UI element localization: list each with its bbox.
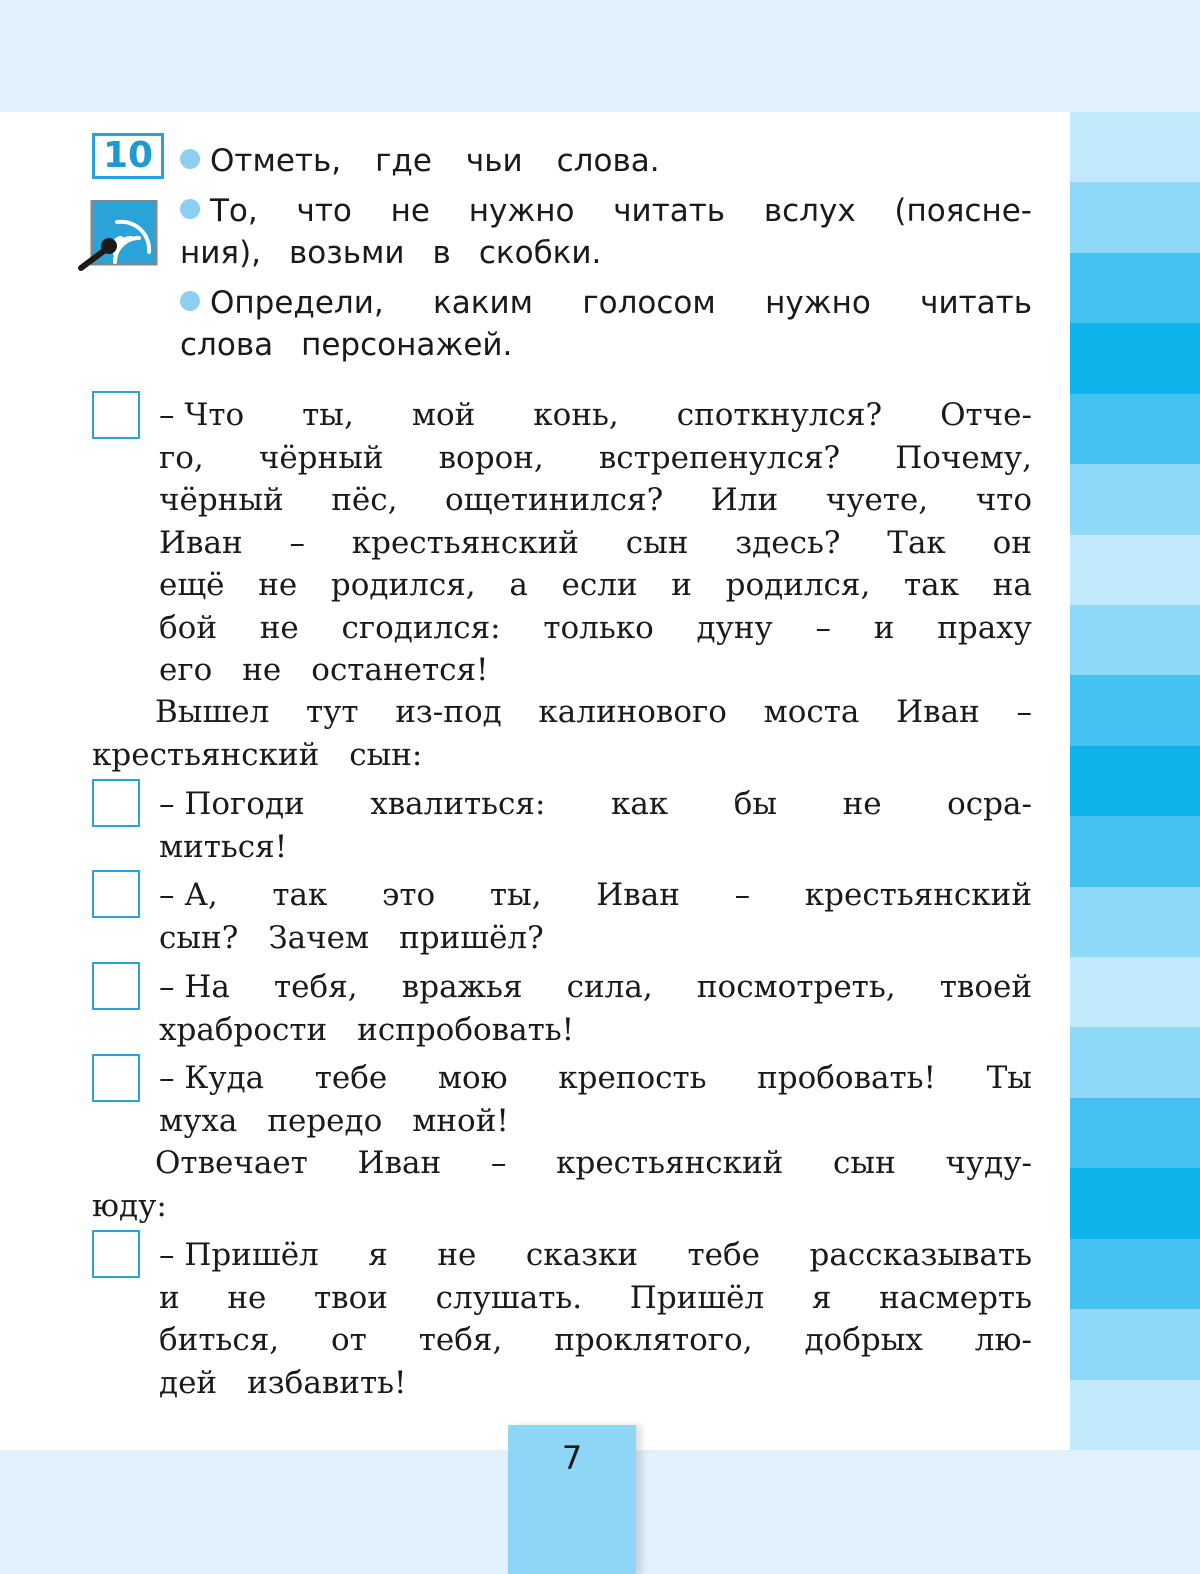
stripe-18 <box>1070 1309 1200 1379</box>
word: тут <box>306 694 359 730</box>
word: чёрный <box>258 439 384 476</box>
narration-paragraph-1 <box>92 691 1032 776</box>
word: тебя, <box>274 969 358 1005</box>
word: вслух <box>763 193 856 229</box>
word: персонажей. <box>301 327 513 363</box>
word: Отче- <box>940 397 1032 433</box>
word: сгодился: <box>341 609 501 646</box>
word: ещё <box>159 567 225 603</box>
word: передо <box>267 1102 383 1139</box>
stripe-1 <box>1070 112 1200 182</box>
word: – Погоди <box>159 786 305 822</box>
word: ты, <box>302 397 354 433</box>
word: – <box>815 609 832 646</box>
task-instruction-2 <box>180 190 1032 274</box>
word: моста <box>763 694 860 730</box>
word: проклятого, <box>554 1322 753 1358</box>
word: что <box>296 193 352 229</box>
stripe-15 <box>1070 1098 1200 1168</box>
word: сын <box>833 1145 896 1181</box>
word: тебе <box>314 1060 388 1096</box>
word: слушать. <box>435 1279 583 1316</box>
word: нужно <box>468 193 575 229</box>
word: родился, <box>725 567 871 603</box>
word: – <box>1016 694 1032 730</box>
word: осра- <box>947 786 1032 822</box>
stripe-10 <box>1070 746 1200 816</box>
word: избавить! <box>247 1364 407 1401</box>
word: испробовать! <box>357 1011 575 1048</box>
word: добрых <box>804 1322 923 1358</box>
dialogue-paragraph-1 <box>159 394 1032 692</box>
answer-checkbox-1[interactable] <box>92 391 140 439</box>
stripe-7 <box>1070 535 1200 605</box>
word: его <box>159 652 213 688</box>
word: останется! <box>311 652 489 688</box>
word: – <box>734 877 751 913</box>
word: биться, <box>159 1322 280 1358</box>
word: в <box>432 235 451 271</box>
word: от <box>331 1322 367 1358</box>
stripe-3 <box>1070 253 1200 323</box>
word: я <box>811 1279 832 1316</box>
word: Отвечает <box>155 1145 308 1181</box>
word: Ты <box>986 1060 1032 1096</box>
word: это <box>382 877 436 913</box>
word: каким <box>433 285 534 321</box>
word: бы <box>733 786 778 822</box>
word: насмерть <box>879 1279 1032 1316</box>
word: не <box>259 609 299 646</box>
stripe-5 <box>1070 394 1200 464</box>
word: – На <box>159 969 230 1005</box>
stripe-12 <box>1070 887 1200 957</box>
top-band <box>0 0 1200 112</box>
word: крестьянский <box>556 1145 784 1181</box>
word: встрепенулся? <box>598 439 841 476</box>
word: калинового <box>538 694 727 730</box>
task-instruction-3 <box>180 282 1032 366</box>
word: чуете, <box>825 482 929 518</box>
dialogue-paragraph-3 <box>159 874 1032 959</box>
dialogue-paragraph-4 <box>159 966 1032 1051</box>
stripe-8 <box>1070 605 1200 675</box>
word: как <box>610 786 669 822</box>
answer-checkbox-4[interactable] <box>92 962 140 1010</box>
word: только <box>543 609 654 646</box>
stripe-11 <box>1070 816 1200 886</box>
word: и <box>671 567 692 603</box>
word: хвалиться: <box>370 786 546 822</box>
word: муха <box>159 1102 238 1139</box>
word: не <box>258 567 298 603</box>
word: если <box>561 567 638 603</box>
word: ты, <box>489 877 542 913</box>
word: – Пришёл <box>159 1237 319 1273</box>
side-stripes <box>1070 112 1200 1450</box>
word: не <box>437 1237 477 1273</box>
audio-listen-icon <box>75 200 159 272</box>
word: родился, <box>330 567 476 603</box>
word: Иван <box>596 877 680 913</box>
word: возьми <box>289 235 405 271</box>
stripe-16 <box>1070 1168 1200 1238</box>
word: из-под <box>395 694 502 730</box>
word: – Куда <box>159 1060 265 1096</box>
word: читать <box>613 193 726 229</box>
word: где <box>375 143 432 179</box>
word: (поясне- <box>894 193 1032 229</box>
word: Иван <box>896 694 980 730</box>
bullet-icon <box>180 149 200 169</box>
word: я <box>368 1237 388 1273</box>
bullet-icon <box>180 291 200 311</box>
word: пёс, <box>331 482 398 518</box>
answer-checkbox-6[interactable] <box>92 1230 140 1278</box>
word: рассказывать <box>809 1237 1032 1273</box>
word: – <box>289 524 305 561</box>
word: мной! <box>412 1102 509 1139</box>
word: посмотреть, <box>696 969 896 1005</box>
word: и <box>159 1279 180 1316</box>
word: дуну <box>696 609 773 646</box>
word: не <box>842 786 882 822</box>
word: не <box>227 1279 267 1316</box>
word: – А, <box>159 877 218 913</box>
task-number: 10 <box>92 133 164 179</box>
word: крестьянский <box>804 877 1032 913</box>
answer-checkbox-2[interactable] <box>92 779 140 827</box>
word: миться! <box>159 828 288 865</box>
word: слова. <box>556 143 660 179</box>
word: ворон, <box>438 439 544 476</box>
narration-paragraph-2 <box>92 1142 1032 1227</box>
word: сила, <box>566 969 653 1005</box>
page-number: 7 <box>561 1439 583 1477</box>
word: что <box>975 482 1032 518</box>
word: ощетинился? <box>445 482 664 518</box>
word: скобки. <box>478 235 602 271</box>
word: не <box>390 193 430 229</box>
word: храбрости <box>159 1011 328 1048</box>
word: – Что <box>159 397 245 433</box>
dialogue-paragraph-5 <box>159 1057 1032 1142</box>
word: твои <box>314 1279 388 1316</box>
word: То, <box>210 193 258 229</box>
word: Иван <box>159 524 243 561</box>
word: чьи <box>465 143 523 179</box>
dialogue-paragraph-2 <box>159 783 1032 868</box>
word: Зачем <box>268 919 370 956</box>
stripe-2 <box>1070 182 1200 252</box>
word: слова <box>180 327 274 363</box>
word: – <box>490 1145 507 1181</box>
word: так <box>272 877 328 913</box>
answer-checkbox-5[interactable] <box>92 1054 140 1102</box>
answer-checkbox-3[interactable] <box>92 870 140 918</box>
dialogue-paragraph-6 <box>159 1234 1032 1404</box>
word: ния), <box>180 235 262 271</box>
word: чуду- <box>945 1145 1032 1181</box>
word: Почему, <box>895 439 1032 476</box>
word: Иван <box>357 1145 442 1181</box>
word: Вышел <box>155 694 270 730</box>
word: Так <box>887 524 946 561</box>
word: праху <box>937 609 1032 646</box>
word: тебе <box>687 1237 761 1273</box>
word: сын: <box>349 736 423 773</box>
word: Или <box>710 482 779 518</box>
word: сын? <box>159 919 239 956</box>
word: пришёл? <box>399 919 544 956</box>
stripe-6 <box>1070 464 1200 534</box>
word: пробовать! <box>757 1060 937 1096</box>
bullet-icon <box>180 199 200 219</box>
stripe-17 <box>1070 1239 1200 1309</box>
word: мою <box>437 1060 508 1096</box>
word: крестьянский <box>351 524 579 561</box>
word: го, <box>159 439 204 476</box>
word: лю- <box>974 1322 1032 1358</box>
word: Пришёл <box>629 1279 765 1316</box>
stripe-4 <box>1070 323 1200 393</box>
word: споткнулся? <box>676 397 883 433</box>
word: твоей <box>939 969 1032 1005</box>
word: сказки <box>525 1237 639 1273</box>
word: здесь? <box>735 524 841 561</box>
word: и <box>873 609 895 646</box>
word: он <box>992 524 1032 561</box>
task-instruction-1 <box>180 140 680 182</box>
word: голосом <box>582 285 716 321</box>
word: Отметь, <box>210 143 342 179</box>
page-number-tab <box>508 1425 636 1574</box>
word: сын <box>625 524 689 561</box>
word: тебя, <box>418 1322 503 1358</box>
word: так <box>904 567 960 603</box>
word: дей <box>159 1364 218 1401</box>
word: а <box>509 567 528 603</box>
stripe-14 <box>1070 1027 1200 1097</box>
word: Определи, <box>210 285 384 321</box>
stripe-19 <box>1070 1380 1200 1450</box>
word: нужно <box>765 285 871 321</box>
word: крестьянский <box>92 736 320 773</box>
stripe-13 <box>1070 957 1200 1027</box>
word: вражья <box>401 969 523 1005</box>
word: мой <box>411 397 476 433</box>
word: на <box>992 567 1032 603</box>
word: читать <box>920 285 1032 321</box>
word: чёрный <box>159 482 284 518</box>
stripe-9 <box>1070 675 1200 745</box>
word: юду: <box>92 1187 167 1224</box>
word: не <box>242 652 282 688</box>
word: крепость <box>558 1060 707 1096</box>
word: конь, <box>533 397 619 433</box>
word: бой <box>159 609 217 646</box>
